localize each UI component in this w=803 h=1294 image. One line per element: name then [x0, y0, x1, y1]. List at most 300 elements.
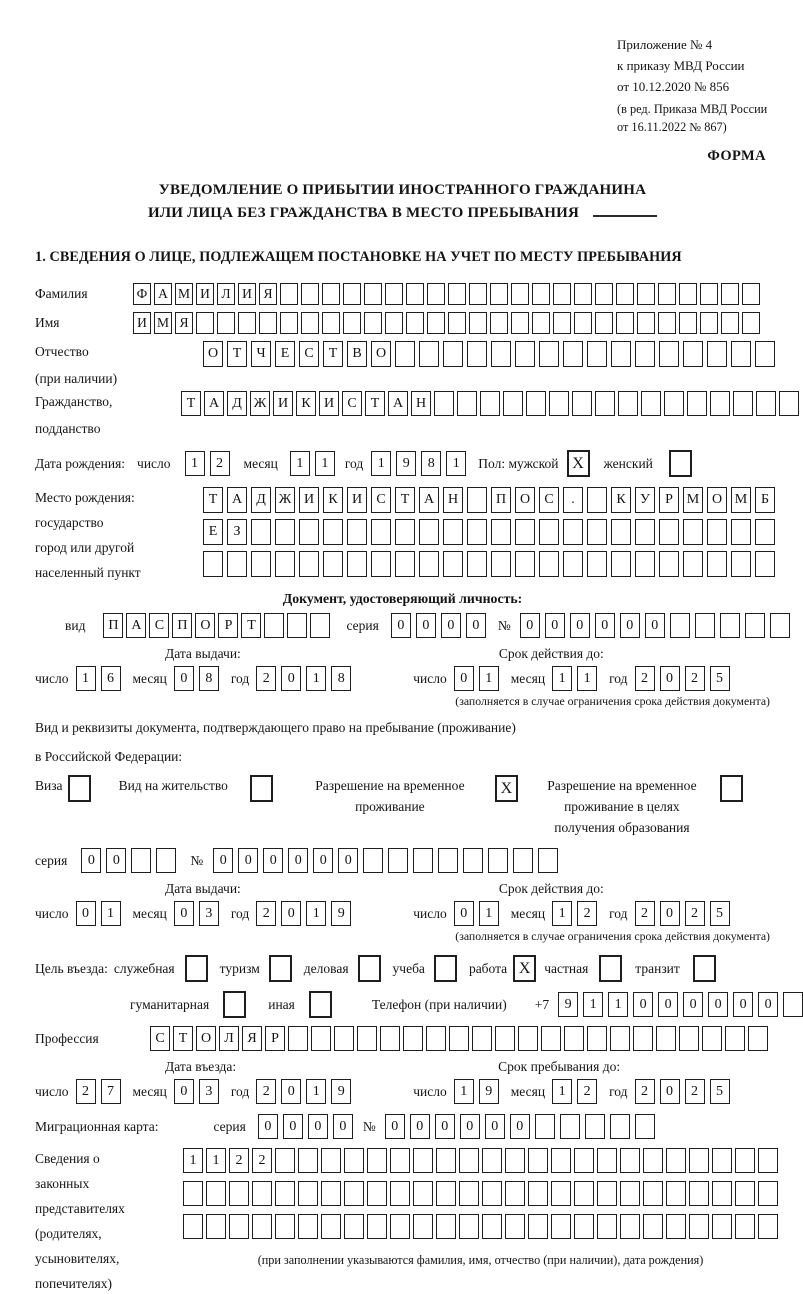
char-box[interactable]: [689, 1148, 709, 1173]
char-box[interactable]: К: [296, 391, 316, 416]
char-box[interactable]: 1: [479, 666, 499, 691]
char-box[interactable]: Т: [203, 487, 223, 513]
char-box[interactable]: [275, 519, 295, 545]
char-box[interactable]: [436, 1214, 456, 1239]
char-box[interactable]: 2: [252, 1148, 272, 1173]
char-box[interactable]: [770, 613, 790, 638]
char-box[interactable]: [288, 1026, 308, 1051]
char-box[interactable]: 0: [281, 1079, 301, 1104]
temp-residence-checkbox[interactable]: X: [495, 775, 518, 802]
char-box[interactable]: [469, 283, 487, 305]
char-box[interactable]: [459, 1148, 479, 1173]
char-box[interactable]: [275, 1148, 295, 1173]
char-box[interactable]: [491, 519, 511, 545]
char-box[interactable]: 0: [81, 848, 101, 873]
char-box[interactable]: Р: [218, 613, 238, 638]
char-box[interactable]: 0: [620, 613, 640, 638]
char-box[interactable]: 0: [416, 613, 436, 638]
char-box[interactable]: 9: [396, 451, 416, 476]
char-box[interactable]: [344, 1148, 364, 1173]
char-box[interactable]: [229, 1181, 249, 1206]
char-box[interactable]: [448, 312, 466, 334]
char-box[interactable]: [611, 519, 631, 545]
char-box[interactable]: А: [204, 391, 224, 416]
char-box[interactable]: 0: [454, 901, 474, 926]
char-box[interactable]: [683, 519, 703, 545]
char-box[interactable]: 0: [454, 666, 474, 691]
char-box[interactable]: [298, 1148, 318, 1173]
char-box[interactable]: [528, 1214, 548, 1239]
char-box[interactable]: [434, 391, 454, 416]
char-box[interactable]: [656, 1026, 676, 1051]
char-box[interactable]: [252, 1214, 272, 1239]
char-box[interactable]: 0: [733, 992, 753, 1017]
char-box[interactable]: [357, 1026, 377, 1051]
char-box[interactable]: [156, 848, 176, 873]
char-box[interactable]: [585, 1114, 605, 1139]
char-box[interactable]: 1: [552, 1079, 572, 1104]
char-box[interactable]: П: [491, 487, 511, 513]
char-box[interactable]: [251, 519, 271, 545]
char-box[interactable]: 0: [174, 1079, 194, 1104]
char-box[interactable]: 9: [331, 901, 351, 926]
char-box[interactable]: [457, 391, 477, 416]
char-box[interactable]: С: [149, 613, 169, 638]
char-box[interactable]: Я: [242, 1026, 262, 1051]
char-box[interactable]: [635, 1114, 655, 1139]
char-box[interactable]: С: [299, 341, 319, 367]
char-box[interactable]: И: [196, 283, 214, 305]
char-box[interactable]: Е: [275, 341, 295, 367]
char-box[interactable]: 6: [101, 666, 121, 691]
char-box[interactable]: 1: [306, 901, 326, 926]
char-box[interactable]: [702, 1026, 722, 1051]
char-box[interactable]: [658, 283, 676, 305]
char-box[interactable]: 0: [660, 1079, 680, 1104]
char-box[interactable]: 3: [199, 901, 219, 926]
char-box[interactable]: О: [195, 613, 215, 638]
char-box[interactable]: 0: [466, 613, 486, 638]
char-box[interactable]: С: [342, 391, 362, 416]
char-box[interactable]: [436, 1148, 456, 1173]
char-box[interactable]: И: [319, 391, 339, 416]
char-box[interactable]: [347, 519, 367, 545]
char-box[interactable]: [637, 283, 655, 305]
char-box[interactable]: [321, 1181, 341, 1206]
char-box[interactable]: [611, 551, 631, 577]
char-box[interactable]: [712, 1148, 732, 1173]
char-box[interactable]: [438, 848, 458, 873]
char-box[interactable]: [758, 1148, 778, 1173]
char-box[interactable]: 2: [685, 1079, 705, 1104]
char-box[interactable]: [298, 1181, 318, 1206]
char-box[interactable]: [395, 551, 415, 577]
char-box[interactable]: [620, 1181, 640, 1206]
char-box[interactable]: [463, 848, 483, 873]
char-box[interactable]: [635, 551, 655, 577]
char-box[interactable]: Т: [181, 391, 201, 416]
char-box[interactable]: [783, 992, 803, 1017]
char-box[interactable]: [364, 283, 382, 305]
char-box[interactable]: [560, 1114, 580, 1139]
char-box[interactable]: [564, 1026, 584, 1051]
char-box[interactable]: [449, 1026, 469, 1051]
char-box[interactable]: 2: [577, 901, 597, 926]
char-box[interactable]: [587, 487, 607, 513]
char-box[interactable]: 0: [441, 613, 461, 638]
char-box[interactable]: [436, 1181, 456, 1206]
char-box[interactable]: А: [419, 487, 439, 513]
char-box[interactable]: [756, 391, 776, 416]
char-box[interactable]: 1: [306, 1079, 326, 1104]
char-box[interactable]: [611, 341, 631, 367]
char-box[interactable]: [371, 519, 391, 545]
char-box[interactable]: [310, 613, 330, 638]
char-box[interactable]: [574, 1181, 594, 1206]
char-box[interactable]: [597, 1148, 617, 1173]
char-box[interactable]: 1: [371, 451, 391, 476]
char-box[interactable]: [482, 1181, 502, 1206]
char-box[interactable]: [670, 613, 690, 638]
char-box[interactable]: [637, 312, 655, 334]
char-box[interactable]: [505, 1214, 525, 1239]
char-box[interactable]: [733, 391, 753, 416]
char-box[interactable]: 1: [306, 666, 326, 691]
char-box[interactable]: 1: [290, 451, 310, 476]
char-box[interactable]: [572, 391, 592, 416]
purpose-work-checkbox[interactable]: X: [513, 955, 536, 982]
char-box[interactable]: [390, 1181, 410, 1206]
char-box[interactable]: Р: [659, 487, 679, 513]
char-box[interactable]: 3: [199, 1079, 219, 1104]
char-box[interactable]: Ч: [251, 341, 271, 367]
purpose-official-checkbox[interactable]: [185, 955, 208, 982]
char-box[interactable]: [659, 519, 679, 545]
char-box[interactable]: Д: [227, 391, 247, 416]
char-box[interactable]: 0: [338, 848, 358, 873]
char-box[interactable]: 0: [313, 848, 333, 873]
char-box[interactable]: 0: [645, 613, 665, 638]
char-box[interactable]: 0: [758, 992, 778, 1017]
char-box[interactable]: Т: [365, 391, 385, 416]
char-box[interactable]: [413, 848, 433, 873]
char-box[interactable]: [238, 312, 256, 334]
char-box[interactable]: [610, 1114, 630, 1139]
char-box[interactable]: [725, 1026, 745, 1051]
char-box[interactable]: [448, 283, 466, 305]
char-box[interactable]: О: [196, 1026, 216, 1051]
char-box[interactable]: [287, 613, 307, 638]
char-box[interactable]: [482, 1148, 502, 1173]
char-box[interactable]: [488, 848, 508, 873]
char-box[interactable]: 2: [577, 1079, 597, 1104]
char-box[interactable]: Н: [443, 487, 463, 513]
char-box[interactable]: 2: [685, 901, 705, 926]
char-box[interactable]: [275, 551, 295, 577]
char-box[interactable]: [482, 1214, 502, 1239]
char-box[interactable]: Я: [175, 312, 193, 334]
char-box[interactable]: [532, 283, 550, 305]
char-box[interactable]: [742, 312, 760, 334]
char-box[interactable]: [700, 312, 718, 334]
char-box[interactable]: [538, 848, 558, 873]
char-box[interactable]: [535, 1114, 555, 1139]
char-box[interactable]: [755, 551, 775, 577]
char-box[interactable]: 0: [410, 1114, 430, 1139]
char-box[interactable]: [505, 1148, 525, 1173]
char-box[interactable]: [689, 1181, 709, 1206]
char-box[interactable]: [347, 551, 367, 577]
char-box[interactable]: [227, 551, 247, 577]
char-box[interactable]: [183, 1181, 203, 1206]
char-box[interactable]: [367, 1181, 387, 1206]
char-box[interactable]: С: [371, 487, 391, 513]
char-box[interactable]: А: [154, 283, 172, 305]
char-box[interactable]: 1: [577, 666, 597, 691]
char-box[interactable]: 0: [435, 1114, 455, 1139]
char-box[interactable]: [539, 519, 559, 545]
char-box[interactable]: О: [371, 341, 391, 367]
char-box[interactable]: [758, 1214, 778, 1239]
char-box[interactable]: [659, 551, 679, 577]
char-box[interactable]: 2: [685, 666, 705, 691]
char-box[interactable]: [595, 391, 615, 416]
char-box[interactable]: [658, 312, 676, 334]
char-box[interactable]: [695, 613, 715, 638]
char-box[interactable]: М: [731, 487, 751, 513]
char-box[interactable]: [755, 341, 775, 367]
char-box[interactable]: [549, 391, 569, 416]
char-box[interactable]: 0: [281, 666, 301, 691]
char-box[interactable]: [385, 312, 403, 334]
visa-checkbox[interactable]: [68, 775, 91, 802]
char-box[interactable]: [643, 1148, 663, 1173]
char-box[interactable]: 1: [101, 901, 121, 926]
char-box[interactable]: [574, 312, 592, 334]
char-box[interactable]: [563, 519, 583, 545]
char-box[interactable]: 1: [552, 901, 572, 926]
char-box[interactable]: [779, 391, 799, 416]
char-box[interactable]: Л: [219, 1026, 239, 1051]
char-box[interactable]: [491, 551, 511, 577]
char-box[interactable]: [321, 1214, 341, 1239]
char-box[interactable]: О: [707, 487, 727, 513]
char-box[interactable]: [183, 1214, 203, 1239]
char-box[interactable]: [735, 1148, 755, 1173]
char-box[interactable]: 1: [206, 1148, 226, 1173]
char-box[interactable]: [563, 551, 583, 577]
char-box[interactable]: 1: [185, 451, 205, 476]
char-box[interactable]: [299, 551, 319, 577]
char-box[interactable]: [252, 1181, 272, 1206]
char-box[interactable]: Б: [755, 487, 775, 513]
char-box[interactable]: [469, 312, 487, 334]
char-box[interactable]: Ф: [133, 283, 151, 305]
char-box[interactable]: [731, 551, 751, 577]
char-box[interactable]: [687, 391, 707, 416]
char-box[interactable]: [551, 1148, 571, 1173]
char-box[interactable]: М: [175, 283, 193, 305]
char-box[interactable]: [299, 519, 319, 545]
char-box[interactable]: [443, 551, 463, 577]
char-box[interactable]: [683, 551, 703, 577]
char-box[interactable]: [371, 551, 391, 577]
char-box[interactable]: 1: [76, 666, 96, 691]
char-box[interactable]: [526, 391, 546, 416]
char-box[interactable]: [490, 312, 508, 334]
char-box[interactable]: [419, 551, 439, 577]
char-box[interactable]: [515, 551, 535, 577]
char-box[interactable]: [587, 1026, 607, 1051]
char-box[interactable]: 0: [281, 901, 301, 926]
char-box[interactable]: [574, 1214, 594, 1239]
char-box[interactable]: [395, 519, 415, 545]
char-box[interactable]: [459, 1181, 479, 1206]
char-box[interactable]: 0: [288, 848, 308, 873]
char-box[interactable]: 5: [710, 901, 730, 926]
char-box[interactable]: [467, 487, 487, 513]
char-box[interactable]: 5: [710, 1079, 730, 1104]
char-box[interactable]: [229, 1214, 249, 1239]
char-box[interactable]: 2: [635, 666, 655, 691]
char-box[interactable]: [322, 312, 340, 334]
char-box[interactable]: [710, 391, 730, 416]
char-box[interactable]: 0: [460, 1114, 480, 1139]
char-box[interactable]: [334, 1026, 354, 1051]
gender-male-checkbox[interactable]: X: [567, 450, 590, 477]
char-box[interactable]: 0: [283, 1114, 303, 1139]
char-box[interactable]: [322, 283, 340, 305]
char-box[interactable]: [427, 283, 445, 305]
char-box[interactable]: [511, 312, 529, 334]
purpose-private-checkbox[interactable]: [599, 955, 622, 982]
char-box[interactable]: [364, 312, 382, 334]
char-box[interactable]: А: [388, 391, 408, 416]
char-box[interactable]: [587, 551, 607, 577]
char-box[interactable]: Н: [411, 391, 431, 416]
char-box[interactable]: [467, 519, 487, 545]
char-box[interactable]: 0: [385, 1114, 405, 1139]
char-box[interactable]: 2: [76, 1079, 96, 1104]
char-box[interactable]: [264, 613, 284, 638]
char-box[interactable]: [472, 1026, 492, 1051]
char-box[interactable]: [616, 312, 634, 334]
char-box[interactable]: [344, 1214, 364, 1239]
char-box[interactable]: 2: [635, 901, 655, 926]
char-box[interactable]: 2: [229, 1148, 249, 1173]
char-box[interactable]: [459, 1214, 479, 1239]
char-box[interactable]: [426, 1026, 446, 1051]
char-box[interactable]: Р: [265, 1026, 285, 1051]
char-box[interactable]: [539, 341, 559, 367]
char-box[interactable]: [597, 1181, 617, 1206]
char-box[interactable]: 0: [391, 613, 411, 638]
char-box[interactable]: 8: [421, 451, 441, 476]
char-box[interactable]: 0: [263, 848, 283, 873]
char-box[interactable]: [203, 551, 223, 577]
char-box[interactable]: [321, 1148, 341, 1173]
char-box[interactable]: [528, 1181, 548, 1206]
char-box[interactable]: [641, 391, 661, 416]
char-box[interactable]: [735, 1214, 755, 1239]
char-box[interactable]: 0: [485, 1114, 505, 1139]
char-box[interactable]: 0: [106, 848, 126, 873]
char-box[interactable]: И: [299, 487, 319, 513]
char-box[interactable]: [413, 1214, 433, 1239]
char-box[interactable]: [380, 1026, 400, 1051]
char-box[interactable]: 0: [174, 666, 194, 691]
char-box[interactable]: 7: [101, 1079, 121, 1104]
char-box[interactable]: [689, 1214, 709, 1239]
char-box[interactable]: 8: [331, 666, 351, 691]
char-box[interactable]: [515, 519, 535, 545]
char-box[interactable]: 1: [552, 666, 572, 691]
char-box[interactable]: [511, 283, 529, 305]
char-box[interactable]: [742, 283, 760, 305]
char-box[interactable]: [196, 312, 214, 334]
char-box[interactable]: К: [323, 487, 343, 513]
char-box[interactable]: [427, 312, 445, 334]
char-box[interactable]: [551, 1181, 571, 1206]
char-box[interactable]: [528, 1148, 548, 1173]
char-box[interactable]: Ж: [275, 487, 295, 513]
char-box[interactable]: [563, 341, 583, 367]
char-box[interactable]: [301, 283, 319, 305]
char-box[interactable]: 0: [595, 613, 615, 638]
char-box[interactable]: 1: [315, 451, 335, 476]
char-box[interactable]: 2: [256, 1079, 276, 1104]
char-box[interactable]: 0: [213, 848, 233, 873]
char-box[interactable]: [363, 848, 383, 873]
char-box[interactable]: [131, 848, 151, 873]
char-box[interactable]: 9: [331, 1079, 351, 1104]
char-box[interactable]: [343, 312, 361, 334]
char-box[interactable]: [344, 1181, 364, 1206]
char-box[interactable]: [541, 1026, 561, 1051]
purpose-humanitarian-checkbox[interactable]: [223, 991, 246, 1018]
char-box[interactable]: [587, 341, 607, 367]
char-box[interactable]: [731, 519, 751, 545]
char-box[interactable]: [679, 283, 697, 305]
char-box[interactable]: [745, 613, 765, 638]
char-box[interactable]: 0: [545, 613, 565, 638]
char-box[interactable]: [616, 283, 634, 305]
char-box[interactable]: 0: [308, 1114, 328, 1139]
purpose-other-checkbox[interactable]: [309, 991, 332, 1018]
char-box[interactable]: П: [172, 613, 192, 638]
char-box[interactable]: [553, 312, 571, 334]
char-box[interactable]: 5: [710, 666, 730, 691]
char-box[interactable]: [664, 391, 684, 416]
char-box[interactable]: [275, 1181, 295, 1206]
char-box[interactable]: [419, 341, 439, 367]
char-box[interactable]: [275, 1214, 295, 1239]
char-box[interactable]: [385, 283, 403, 305]
char-box[interactable]: 0: [660, 901, 680, 926]
char-box[interactable]: [406, 312, 424, 334]
char-box[interactable]: [679, 312, 697, 334]
char-box[interactable]: [515, 341, 535, 367]
char-box[interactable]: [217, 312, 235, 334]
char-box[interactable]: [666, 1214, 686, 1239]
char-box[interactable]: 1: [454, 1079, 474, 1104]
char-box[interactable]: [712, 1214, 732, 1239]
purpose-transit-checkbox[interactable]: [693, 955, 716, 982]
char-box[interactable]: [406, 283, 424, 305]
char-box[interactable]: Л: [217, 283, 235, 305]
char-box[interactable]: Я: [259, 283, 277, 305]
char-box[interactable]: М: [154, 312, 172, 334]
